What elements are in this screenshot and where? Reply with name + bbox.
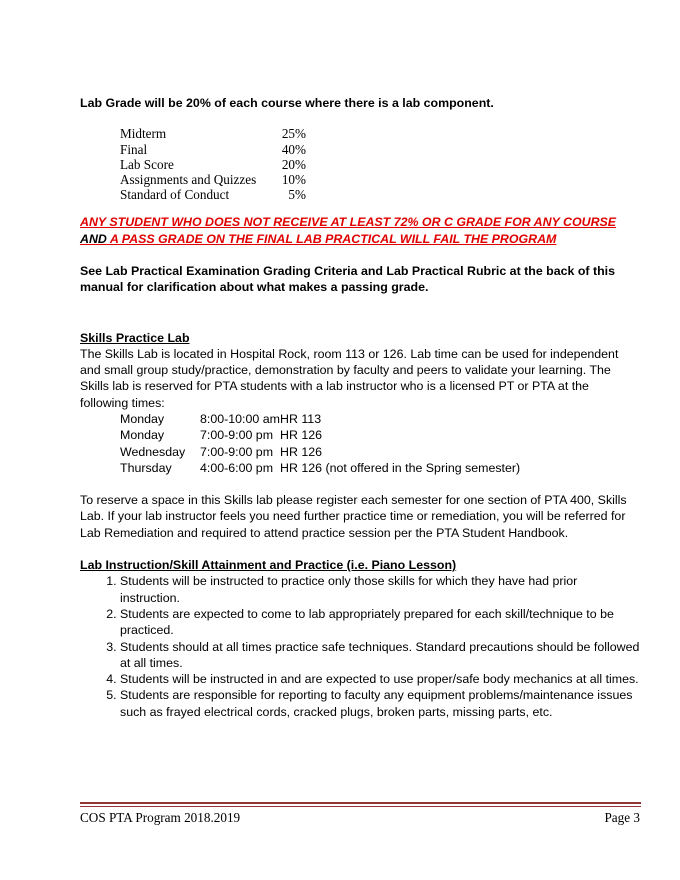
grade-value: 10% bbox=[281, 171, 306, 187]
skills-section-body: The Skills Lab is located in Hospital Rock, room 113 or 126. Lab time can be used for independent and small group study/practice, demonstration by faculty and peers to validate your learning. The Skills lab is reserved for PTA students with a lab instructor who is a licensed PT or PTA at the following times: bbox=[80, 346, 619, 410]
grade-name: Lab Score bbox=[120, 156, 174, 172]
grade-value: 5% bbox=[288, 187, 306, 203]
schedule-row bbox=[120, 460, 520, 476]
schedule-time: 4:00-6:00 pm bbox=[200, 460, 274, 475]
schedule-day: Monday bbox=[120, 411, 165, 426]
skills-practice-section bbox=[80, 330, 640, 542]
skills-reserve-paragraph: To reserve a space in this Skills lab please register each semester for one section of PTA 400, Skills Lab. If your lab instructor feels you need further practice time or remediation, you will be referred for Lab Remediation and required to attend practice session per the PTA Student Handbook. bbox=[80, 493, 627, 540]
grade-value: 25% bbox=[281, 126, 306, 142]
page-content bbox=[80, 95, 640, 720]
schedule-room: HR 126 bbox=[280, 444, 323, 459]
instruction-item: 1. Students will be instructed to practice only those skills for which they have had prior instruction. bbox=[120, 573, 640, 606]
schedule-room: HR 126 bbox=[280, 428, 323, 443]
schedule-room: HR 126 (not offered in the Spring semester) bbox=[280, 460, 521, 475]
instruction-list bbox=[80, 573, 640, 720]
warning-and: AND bbox=[80, 231, 107, 246]
instruction-item: 3. Students should at all times practice safe techniques. Standard precautions should be followed at all times. bbox=[120, 639, 640, 672]
schedule-time: 7:00-9:00 pm bbox=[200, 428, 274, 443]
grade-value: 40% bbox=[281, 141, 306, 157]
lab-schedule-table bbox=[120, 411, 520, 476]
grade-name: Midterm bbox=[120, 126, 167, 142]
footer-program-name: COS PTA Program 2018.2019 bbox=[80, 810, 241, 825]
grade-value: 20% bbox=[281, 156, 306, 172]
instruction-section-title: Lab Instruction/Skill Attainment and Practice (i.e. Piano Lesson) bbox=[80, 558, 457, 573]
schedule-time: 8:00-10:00 am bbox=[200, 411, 280, 426]
grade-name: Standard of Conduct bbox=[120, 187, 230, 203]
skills-section-title: Skills Practice Lab bbox=[80, 330, 190, 345]
grade-row bbox=[120, 126, 306, 141]
footer-rule-thick bbox=[80, 802, 641, 804]
schedule-row bbox=[120, 427, 520, 443]
schedule-time: 7:00-9:00 pm bbox=[200, 444, 274, 459]
schedule-day: Wednesday bbox=[120, 444, 186, 459]
lab-grade-intro: Lab Grade will be 20% of each course where there is a lab component. bbox=[80, 96, 494, 110]
schedule-day: Thursday bbox=[120, 460, 172, 475]
instruction-item: 2. Students are expected to come to lab appropriately prepared for each skill/technique to be practiced. bbox=[120, 606, 640, 639]
footer-rule-thin bbox=[80, 806, 641, 807]
grade-row bbox=[120, 187, 306, 202]
grade-row bbox=[120, 142, 306, 157]
grade-name: Final bbox=[120, 141, 148, 157]
schedule-row bbox=[120, 444, 520, 460]
grade-name: Assignments and Quizzes bbox=[120, 171, 257, 187]
schedule-day: Monday bbox=[120, 428, 165, 443]
grading-criteria-note: See Lab Practical Examination Grading Criteria and Lab Practical Rubric at the back of this manual for clarification about what makes a passing grade. bbox=[80, 263, 616, 295]
schedule-row bbox=[120, 411, 520, 427]
instruction-item: 5. Students are responsible for reporting to faculty any equipment problems/maintenance issues such as frayed electrical cords, cracked plugs, broken parts, missing parts, etc. bbox=[120, 687, 640, 720]
grade-row bbox=[120, 157, 306, 172]
grade-weights-table bbox=[120, 126, 306, 202]
lab-instruction-section bbox=[80, 557, 640, 720]
warning-part2: A PASS GRADE ON THE FINAL LAB PRACTICAL WILL FAIL THE PROGRAM bbox=[106, 231, 557, 246]
warning-part1: ANY STUDENT WHO DOES NOT RECEIVE AT LEAST 72% OR C GRADE FOR ANY COURSE bbox=[80, 215, 617, 230]
grade-row bbox=[120, 172, 306, 187]
program-failure-warning bbox=[80, 214, 640, 247]
footer-page-number: Page 3 bbox=[604, 810, 640, 825]
instruction-item: 4. Students will be instructed in and are expected to use proper/safe body mechanics at all times. bbox=[120, 671, 640, 687]
schedule-room: HR 113 bbox=[280, 411, 322, 426]
